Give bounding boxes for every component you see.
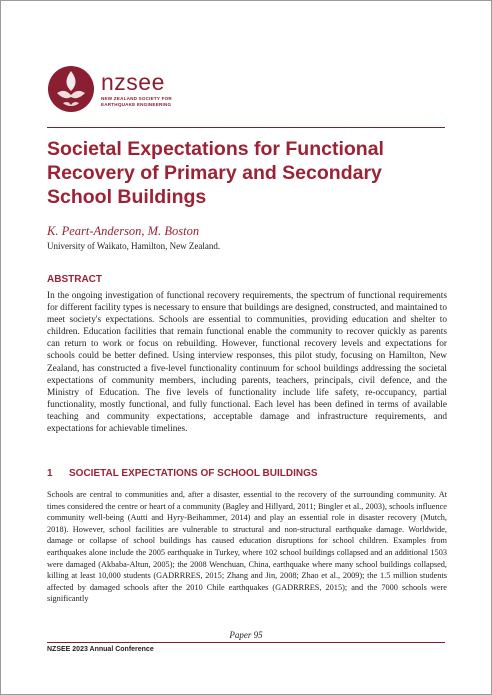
section-title: SOCIETAL EXPECTATIONS OF SCHOOL BUILDINGS (69, 468, 318, 479)
logo-subtitle-line2: EARTHQUAKE ENGINEERING (101, 102, 172, 107)
abstract-body: In the ongoing investigation of functional recovery requirements, the spectrum of functional requirements for different facility types is necessary to ensure that buildings are designed, constructed, and maintained to meet society's expectations. Schools are essential to communities, providing education and shelter to children. Education facilities that remain functional enable the community to recover quickly as parents can return to work or focus on rebuilding. However, functional recovery levels and expectations for schools could be better defined. Using interview responses, this pilot study, focusing on Hamilton, New Zealand, has constructed a five-level functionality continuum for school buildings addressing the societal expectations of community members, including parents, teachers, principals, civil defence, and the Ministry of Education. The five levels of functionality include life safety, re-occupancy, partial functionality, mostly functional, and fully functional. Each level has been defined in terms of available teaching and community expectations, acceptable damage and infrastructure requirements, and expectations for achievable timelines. (47, 291, 447, 435)
abstract-heading: ABSTRACT (47, 274, 102, 285)
section-body: Schools are central to communities and, after a disaster, essential to the recovery of the surrounding community. At times considered the centre or heart of a community (Bagley and Hillyard, 2011; Bingler et al., 2003), schools influence community well-being (Autti and Hyry-Beihammer, 2014) and play an essential role in disaster recovery (Mutch, 2018). However, school facilities are vulnerable to structural and non-structural earthquake damage. Worldwide, damage or collapse of school buildings has caused education disruptions for school children. Examples from earthquakes alone include the 2005 earthquake in Turkey, where 102 school buildings collapsed and an additional 1503 were damaged (Akbaba-Altun, 2005); the 2008 Wenchuan, China, earthquake where many school buildings collapsed, killing at least 10,000 students (GADRRRES, 2015; Zhang and Jin, 2008; Zhao et al., 2009); the 1.5 million students affected by damaged schools after the 2010 Chile earthquakes (GADRRRES, 2015); and the 7000 schools were significantly (47, 490, 447, 604)
paper-title: Societal Expectations for Functional Recovery of Primary and Secondary School Buildings (47, 138, 384, 208)
section-heading (47, 468, 318, 479)
nzsee-logo-icon (47, 65, 95, 113)
footer-divider (47, 642, 445, 643)
logo-name: nzsee (101, 69, 165, 95)
header-divider (47, 127, 445, 128)
paper-authors: K. Peart-Anderson, M. Boston (47, 224, 200, 238)
conference-footer: NZSEE 2023 Annual Conference (47, 646, 154, 653)
logo-text (101, 70, 172, 108)
paper-affiliation: University of Waikato, Hamilton, New Zealand. (47, 241, 221, 251)
section-number: 1 (47, 468, 53, 479)
logo-subtitle-line1: NEW ZEALAND SOCIETY FOR (101, 96, 172, 101)
page-number: Paper 95 (229, 630, 263, 640)
nzsee-logo (47, 65, 172, 113)
